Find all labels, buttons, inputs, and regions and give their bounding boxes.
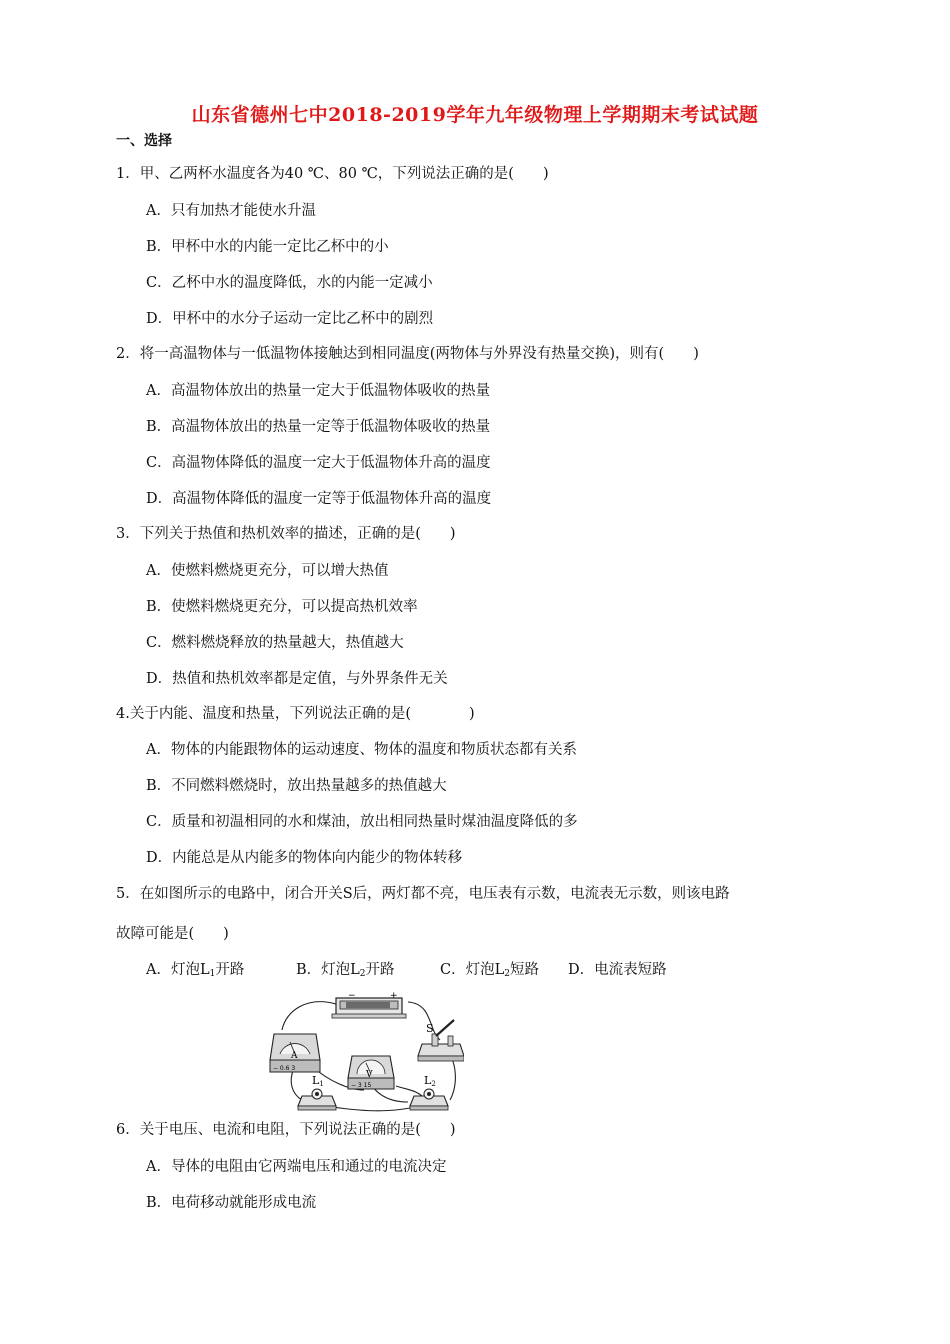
question-4-option-a: A．物体的内能跟物体的运动速度、物体的温度和物质状态都有关系 (146, 742, 577, 758)
question-2-option-a: A．高温物体放出的热量一定大于低温物体吸收的热量 (146, 383, 490, 399)
question-3-option-a: A．使燃料燃烧更充分，可以增大热值 (146, 563, 389, 579)
question-5-options (146, 958, 667, 979)
question-1-option-c: C．乙杯中水的温度降低，水的内能一定减小 (146, 275, 433, 291)
question-2-option-b: B．高温物体放出的热量一定等于低温物体吸收的热量 (146, 419, 491, 435)
question-2-option-d: D．高温物体降低的温度一定等于低温物体升高的温度 (146, 491, 492, 507)
switch-label: S (426, 1022, 434, 1035)
voltmeter-label: V (366, 1070, 373, 1080)
voltmeter-scale: − 3 15 (351, 1082, 372, 1089)
question-5-option-d: D．电流表短路 (568, 962, 667, 978)
question-4-option-c: C．质量和初温相同的水和煤油，放出相同热量时煤油温度降低的多 (146, 814, 578, 830)
question-1-option-d: D．甲杯中的水分子运动一定比乙杯中的剧烈 (146, 311, 434, 327)
circuit-figure (268, 990, 464, 1114)
lamp-1-icon (298, 1089, 336, 1110)
battery-minus-label: − (348, 991, 356, 1001)
question-5-stem-line-1: 5．在如图所示的电路中，闭合开关S后，两灯都不亮，电压表有示数，电流表无示数，则该电路 (116, 886, 730, 902)
question-3-option-c: C．燃料燃烧释放的热量越大，热值越大 (146, 635, 404, 651)
question-1-option-a: A．只有加热才能使水升温 (146, 203, 316, 219)
question-6-stem: 6．关于电压、电流和电阻，下列说法正确的是( ) (116, 1122, 456, 1138)
question-4-option-d: D．内能总是从内能多的物体向内能少的物体转移 (146, 850, 463, 866)
question-3-option-d: D．热值和热机效率都是定值，与外界条件无关 (146, 671, 448, 687)
ammeter-label: A (291, 1051, 298, 1061)
document-title: 山东省德州七中2018-2019学年九年级物理上学期期末考试试题 (191, 104, 759, 126)
lamp-1-label: L1 (312, 1074, 324, 1088)
question-6-option-a: A．导体的电阻由它两端电压和通过的电流决定 (146, 1159, 447, 1175)
question-5-option-a: A．灯泡$L_1$开路 (146, 962, 245, 979)
question-1-option-b: B．甲杯中水的内能一定比乙杯中的小 (146, 239, 389, 255)
question-5-option-b: B．灯泡$L_2$开路 (296, 962, 395, 979)
question-1-stem: 1．甲、乙两杯水温度各为40 ℃、80 ℃，下列说法正确的是( ) (116, 166, 549, 182)
question-5-option-c: C．灯泡$L_2$短路 (440, 962, 539, 979)
section-heading: 一、选择 (116, 133, 172, 149)
lamp-2-label: L2 (424, 1074, 436, 1088)
question-2-option-c: C．高温物体降低的温度一定大于低温物体升高的温度 (146, 455, 491, 471)
switch-icon (418, 1020, 464, 1061)
question-3-stem: 3．下列关于热值和热机效率的描述，正确的是( ) (116, 526, 456, 542)
question-4-stem: 4.关于内能、温度和热量，下列说法正确的是( ) (116, 706, 475, 722)
question-5-stem-line-2: 故障可能是( ) (116, 926, 229, 942)
question-4-option-b: B．不同燃料燃烧时，放出热量越多的热值越大 (146, 778, 447, 794)
battery-icon (332, 998, 406, 1018)
question-3-option-b: B．使燃料燃烧更充分，可以提高热机效率 (146, 599, 418, 615)
question-2-stem: 2．将一高温物体与一低温物体接触达到相同温度(两物体与外界没有热量交换)，则有( ) (116, 346, 699, 362)
battery-plus-label: + (390, 991, 398, 1001)
question-6-option-b: B．电荷移动就能形成电流 (146, 1195, 317, 1211)
ammeter-scale: − 0.6 3 (273, 1065, 296, 1072)
